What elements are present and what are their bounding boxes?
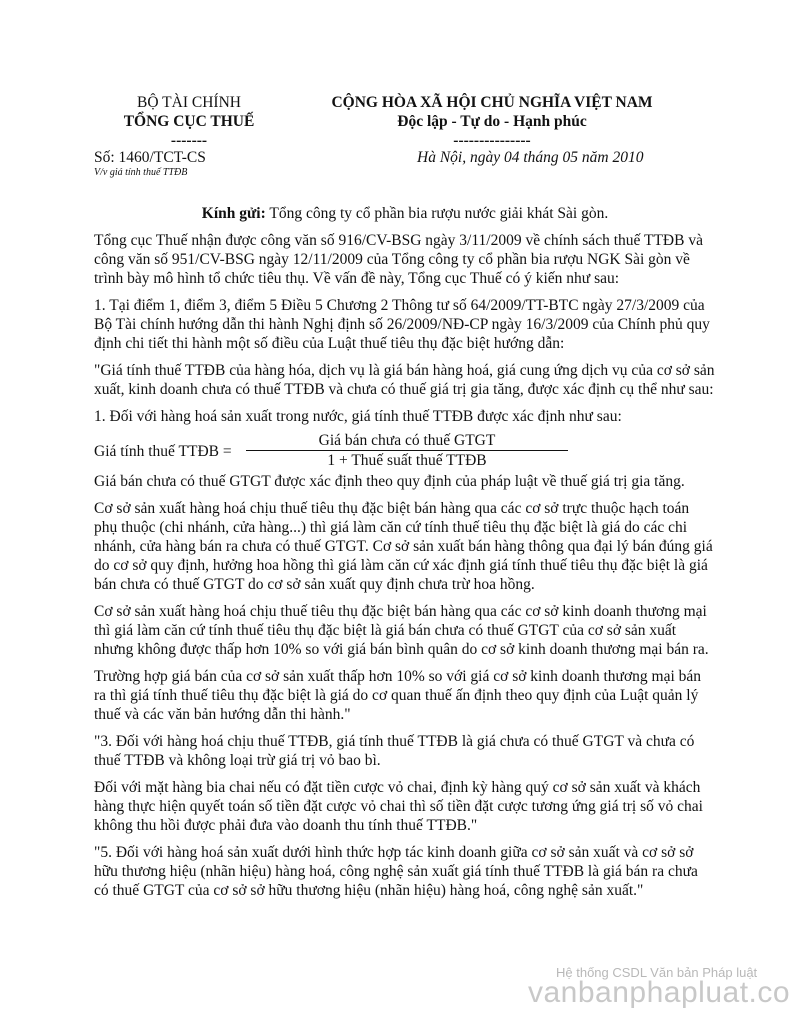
- paragraph-domestic-goods: 1. Đối với hàng hoá sản xuất trong nước, giá tính thuế TTĐB được xác định như sau:: [94, 408, 622, 425]
- issuer-divider: -------: [170, 132, 208, 149]
- tax-formula: [94, 432, 716, 470]
- national-motto: Độc lập - Tự do - Hạnh phúc: [397, 113, 587, 130]
- formula-numerator: Giá bán chưa có thuế GTGT: [318, 432, 496, 449]
- national-title: CỘNG HÒA XÃ HỘI CHỦ NGHĨA VIỆT NAM: [331, 94, 653, 111]
- department-name: TỔNG CỤC THUẾ: [123, 113, 255, 130]
- paragraph-quote-start: "Giá tính thuế TTĐB của hàng hóa, dịch vụ là giá bán hàng hoá, giá cung ứng dịch vụ của cơ sở sản xuất, kinh doanh chưa có thuế TTĐB và chưa có thuế giá trị gia tăng, được xác định cụ thể như sau:: [94, 362, 715, 398]
- watermark-site: vanbanphapluat.co: [528, 976, 791, 1009]
- recipient-name: Tổng công ty cổ phần bia rượu nước giải khát Sài gòn.: [265, 205, 609, 222]
- formula-label: Giá tính thuế TTĐB =: [94, 443, 232, 460]
- ministry-name: BỘ TÀI CHÍNH: [137, 94, 241, 111]
- document-subject: V/v giá tính thuế TTĐB: [94, 167, 188, 178]
- motto-divider: ---------------: [453, 132, 531, 149]
- paragraph-gtgt-price: Giá bán chưa có thuế GTGT được xác định theo quy định của pháp luật về thuế giá trị gia tăng.: [94, 473, 685, 490]
- paragraph-branches: Cơ sở sản xuất hàng hoá chịu thuế tiêu thụ đặc biệt bán hàng qua các cơ sở trực thuộc hạch toán phụ thuộc (chi nhánh, cửa hàng...) thì giá làm căn cứ tính thuế tiêu thụ đặc biệt là giá do các chi nhánh, cửa hàng bán ra chưa có thuế GTGT. Cơ sở sản xuất bán hàng thông qua đại lý bán đúng giá do cơ sở quy định, hưởng hoa hồng thì giá làm căn cứ xác định giá tính thuế tiêu thụ đặc biệt là giá bán chưa có thuế GTGT do cơ sở sản xuất quy định chưa trừ hoa hồng.: [94, 500, 713, 593]
- fraction-bar: [246, 450, 568, 451]
- paragraph-commercial: Cơ sở sản xuất hàng hoá chịu thuế tiêu thụ đặc biệt bán hàng qua các cơ sở kinh doanh thương mại thì giá làm căn cứ tính thuế tiêu thụ đặc biệt là giá bán chưa có thuế GTGT của cơ sở sản xuất nhưng không được thấp hơn 10% so với giá bán bình quân do cơ sở kinh doanh thương mại bán ra.: [94, 603, 709, 658]
- document-body: [94, 204, 716, 908]
- watermark-caption: Hệ thống CSDL Văn bản Pháp luật: [556, 965, 758, 980]
- paragraph-bottle-deposit: Đối với mặt hàng bia chai nếu có đặt tiền cược vỏ chai, định kỳ hàng quý cơ sở sản xuất và khách hàng thực hiện quyết toán số tiền đặt cược vỏ chai thì số tiền đặt cược tương ứng giá trị số vỏ chai không thu hồi được phải đưa vào doanh thu tính thuế TTĐB.": [94, 779, 703, 834]
- issuer-block: [94, 93, 284, 150]
- formula-fraction: [246, 432, 568, 469]
- paragraph-below-10-percent: Trường hợp giá bán của cơ sở sản xuất thấp hơn 10% so với giá cơ sở kinh doanh thương mại bán ra thì giá tính thuế tiêu thụ đặc biệt là giá do cơ quan thuế ấn định theo quy định của Luật quản lý thuế và các văn bản hướng dẫn thi hành.": [94, 668, 702, 723]
- recipient-label: Kính gửi:: [201, 205, 266, 222]
- document-number: Số: 1460/TCT-CS: [94, 149, 206, 166]
- paragraph-intro: Tổng cục Thuế nhận được công văn số 916/CV-BSG ngày 3/11/2009 về chính sách thuế TTĐB và công văn số 951/CV-BSG ngày 12/11/2009 của Tổng công ty cổ phần bia rượu NGK Sài gòn về trình bày mô hình tổ chức tiêu thụ. Về vấn đề này, Tổng cục Thuế có ý kiến như sau:: [94, 232, 703, 287]
- recipient-line: [94, 204, 716, 223]
- place-date: Hà Nội, ngày 04 tháng 05 năm 2010: [417, 149, 644, 166]
- national-title-block: [292, 93, 692, 150]
- paragraph-point-3: "3. Đối với hàng hoá chịu thuế TTĐB, giá tính thuế TTĐB là giá chưa có thuế GTGT và chưa có thuế TTĐB và không loại trừ giá trị vỏ bao bì.: [94, 733, 695, 769]
- paragraph-point-5: "5. Đối với hàng hoá sản xuất dưới hình thức hợp tác kinh doanh giữa cơ sở sản xuất và cơ sở sở hữu thương hiệu (nhãn hiệu) hàng hoá, công nghệ sản xuất giá tính thuế TTĐB là giá bán ra chưa có thuế GTGT của cơ sở sở hữu thương hiệu (nhãn hiệu) hàng hoá, công nghệ sản xuất.": [94, 844, 698, 899]
- formula-denominator: 1 + Thuế suất thuế TTĐB: [327, 452, 487, 469]
- paragraph-legal-basis: 1. Tại điểm 1, điểm 3, điểm 5 Điều 5 Chương 2 Thông tư số 64/2009/TT-BTC ngày 27/3/2009 của Bộ Tài chính hướng dẫn thi hành Nghị định số 26/2009/NĐ-CP ngày 16/3/2009 của Chính phủ quy định chi tiết thi hành một số điều của Luật thuế tiêu thụ đặc biệt hướng dẫn:: [94, 297, 710, 352]
